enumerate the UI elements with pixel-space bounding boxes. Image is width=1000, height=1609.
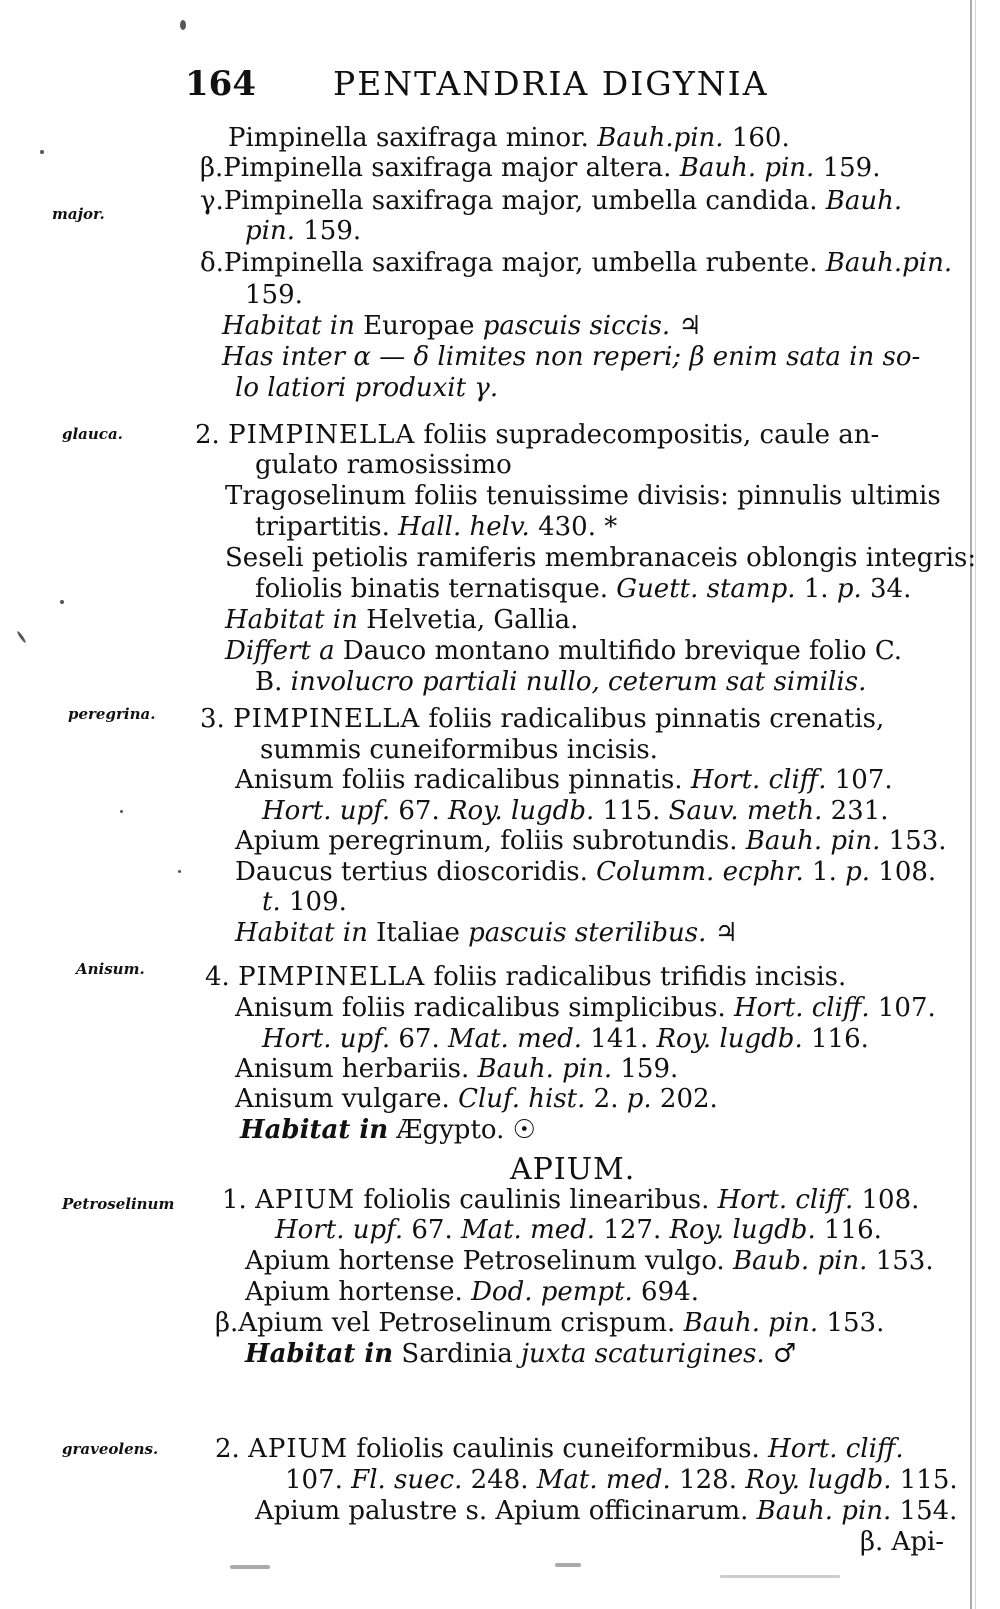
text-line: Seseli petiolis ramiferis membranaceis oblongis integris:	[225, 543, 977, 573]
text-line: Has inter α — δ limites non reperi; β enim sata in so-	[222, 342, 921, 372]
margin-label-peregrina: peregrina.	[68, 705, 156, 723]
page-edge-shadow	[970, 0, 972, 1609]
text-line: Apium hortense Petroselinum vulgo. Baub. pin. 153.	[245, 1246, 934, 1276]
page-edge-shadow-inner	[975, 0, 976, 1609]
text-line: 107. Fl. suec. 248. Mat. med. 128. Roy. lugdb. 115.	[285, 1465, 958, 1495]
text-line: foliolis binatis ternatisque. Guett. stamp. 1. p. 34.	[255, 574, 912, 604]
margin-label-glauca: glauca.	[62, 425, 123, 443]
text-line: β.Pimpinella saxifraga major altera. Bauh. pin. 159.	[200, 153, 881, 183]
page-number: 164	[185, 64, 256, 104]
page-header	[185, 64, 965, 108]
text-line: tripartitis. Hall. helv. 430. *	[255, 512, 618, 542]
text-line: Habitat in Ægypto. ☉	[240, 1115, 536, 1145]
text-line: Habitat in Helvetia, Gallia.	[225, 605, 579, 635]
text-line: Hort. upf. 67. Mat. med. 141. Roy. lugdb. 116.	[262, 1024, 869, 1054]
text-line: 4. PIMPINELLA foliis radicalibus trifidis incisis.	[205, 962, 847, 992]
text-line: lo latiori produxit γ.	[235, 373, 499, 403]
scan-speck	[230, 1565, 270, 1569]
text-line: Pimpinella saxifraga minor. Bauh.pin. 160.	[228, 123, 790, 153]
text-line: t. 109.	[262, 887, 347, 917]
text-line: δ.Pimpinella saxifraga major, umbella rubente. Bauh.pin.	[200, 248, 953, 278]
text-line: pin. 159.	[245, 216, 362, 246]
text-line: 2. PIMPINELLA foliis supradecompositis, caule an-	[195, 420, 880, 450]
margin-label-petroselinum: Petroselinum	[62, 1195, 175, 1213]
text-line: Hort. upf. 67. Mat. med. 127. Roy. lugdb. 116.	[275, 1215, 882, 1245]
text-line: Tragoselinum foliis tenuissime divisis: pinnulis ultimis	[225, 481, 941, 511]
text-line: Apium peregrinum, foliis subrotundis. Bauh. pin. 153.	[235, 826, 947, 856]
text-line: β. Api-	[860, 1527, 945, 1557]
scan-speck	[180, 20, 186, 30]
scan-speck	[60, 600, 64, 604]
scan-speck	[40, 150, 44, 154]
text-line: Anisum vulgare. Cluf. hist. 2. p. 202.	[235, 1084, 718, 1114]
text-line: Habitat in Italiae pascuis sterilibus. ♃	[235, 918, 738, 948]
scan-speck	[720, 1575, 840, 1578]
text-line: Differt a Dauco montano multifido brevique folio C.	[225, 636, 903, 666]
margin-label-graveolens: graveolens.	[62, 1440, 159, 1458]
text-line: gulato ramosissimo	[255, 450, 512, 480]
text-line: 3. PIMPINELLA foliis radicalibus pinnatis crenatis,	[200, 704, 885, 734]
text-line: Hort. upf. 67. Roy. lugdb. 115. Sauv. meth. 231.	[262, 796, 889, 826]
text-line: 2. APIUM foliolis caulinis cuneiformibus. Hort. cliff.	[215, 1434, 904, 1464]
scan-speck	[555, 1563, 581, 1567]
scan-speck	[120, 810, 123, 813]
text-line: Apium hortense. Dod. pempt. 694.	[245, 1277, 699, 1307]
running-title: PENTANDRIA DIGYNIA	[333, 64, 769, 103]
margin-label-major: major.	[52, 205, 105, 223]
text-line: Habitat in Europae pascuis siccis. ♃	[222, 311, 702, 341]
text-line: 159.	[245, 280, 303, 310]
text-line: 1. APIUM foliolis caulinis linearibus. Hort. cliff. 108.	[222, 1185, 920, 1215]
text-line: Apium palustre s. Apium officinarum. Bauh. pin. 154.	[255, 1496, 958, 1526]
text-line: Habitat in Sardinia juxta scaturigines. ♂	[245, 1339, 797, 1369]
text-line: summis cuneiformibus incisis.	[260, 735, 658, 765]
margin-label-anisum: Anisum.	[76, 960, 145, 978]
text-line: Anisum foliis radicalibus pinnatis. Hort. cliff. 107.	[235, 765, 893, 795]
text-line: β.Apium vel Petroselinum crispum. Bauh. pin. 153.	[215, 1308, 885, 1338]
text-line: B. involucro partiali nullo, ceterum sat similis.	[255, 667, 867, 697]
text-line: Anisum herbariis. Bauh. pin. 159.	[235, 1054, 679, 1084]
genus-heading: APIUM.	[510, 1152, 636, 1187]
text-line: Daucus tertius dioscoridis. Columm. ecphr. 1. p. 108.	[235, 857, 937, 887]
scan-speck	[16, 630, 26, 643]
text-line: Anisum foliis radicalibus simplicibus. Hort. cliff. 107.	[235, 993, 936, 1023]
text-line: γ.Pimpinella saxifraga major, umbella candida. Bauh.	[200, 186, 903, 216]
scan-speck	[178, 870, 181, 873]
